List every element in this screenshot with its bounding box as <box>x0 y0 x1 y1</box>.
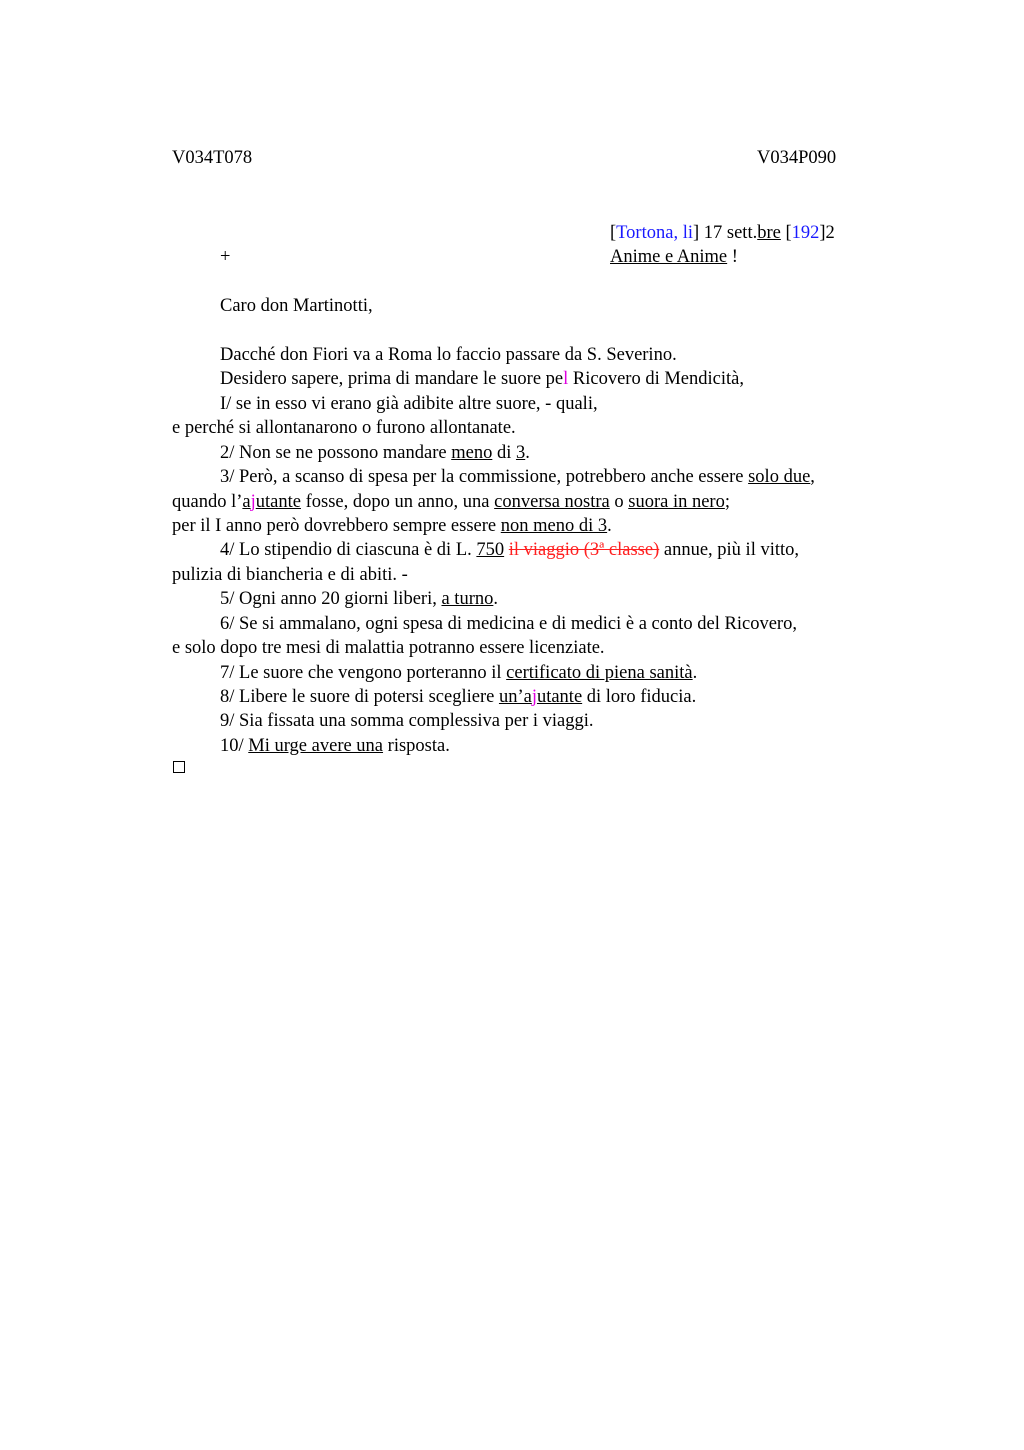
underlined-text: 750 <box>476 540 505 560</box>
motto-bang: ! <box>727 247 738 267</box>
item-text: di <box>492 443 516 463</box>
item-1-cont: e perché si allontanarono o furono allontanate. <box>172 418 516 438</box>
editorial-insert: l <box>563 369 569 389</box>
doc-code-right: V034P090 <box>757 148 837 168</box>
item-8 <box>220 685 696 709</box>
item-text: 4/ Lo stipendio di ciascuna è di L. <box>220 540 477 560</box>
item-text: . <box>607 516 612 536</box>
item-text: ; <box>724 492 730 512</box>
underlined-text: 3 <box>515 443 526 463</box>
intro-text: Desidero sapere, prima di mandare le suore pe <box>220 369 564 389</box>
item-text: . <box>525 443 530 463</box>
item-text: , <box>810 467 815 487</box>
item-9: 9/ Sia fissata una somma complessiva per i viaggi. <box>220 711 594 731</box>
item-3-cont <box>172 514 612 538</box>
item-7 <box>220 661 697 685</box>
item-text: 5/ Ogni anno 20 giorni liberi, <box>220 589 442 609</box>
item-text: quando l’ <box>172 492 243 512</box>
underlined-text: solo due <box>748 467 811 487</box>
underlined-text: certificato di piena sanità <box>506 663 693 683</box>
salutation: Caro don Martinotti, <box>220 296 373 316</box>
motto <box>610 245 738 269</box>
item-3-cont <box>172 490 730 514</box>
item-text: per il I anno però dovrebbero sempre essere <box>172 516 501 536</box>
dateline-bracket: [ <box>610 223 617 243</box>
item-text: 2/ Non se ne possono mandare <box>220 443 452 463</box>
item-text: o <box>609 492 629 512</box>
item-text: . <box>692 663 698 683</box>
underlined-text: Mi urge avere una <box>248 736 384 756</box>
item-text: risposta. <box>383 736 450 756</box>
struck-text: il viaggio (3ª classe) <box>508 540 660 560</box>
item-text: 8/ Libere le suore di potersi scegliere <box>220 687 499 707</box>
dateline <box>610 221 835 245</box>
intro-text: Ricovero di Mendicità, <box>568 369 744 389</box>
item-4 <box>220 538 799 562</box>
underlined-text: conversa nostra <box>494 492 610 512</box>
cross-symbol: + <box>220 247 231 267</box>
dateline-bracket: [ <box>780 223 792 243</box>
item-text: 10/ <box>220 736 249 756</box>
underlined-text: a turno <box>441 589 494 609</box>
item-10 <box>220 734 450 758</box>
dateline-day: ] 17 sett. <box>692 223 758 243</box>
dateline-place: Tortona, li <box>616 223 693 243</box>
item-text: annue, più il vitto, <box>659 540 800 560</box>
underlined-text <box>242 492 301 512</box>
intro-line: Dacché don Fiori va a Roma lo faccio passare da S. Severino. <box>220 345 677 365</box>
item-text: di loro fiducia. <box>582 687 697 707</box>
item-6: 6/ Se si ammalano, ogni spesa di medicina e di medici è a conto del Ricovero, <box>220 614 797 634</box>
item-6-cont: e solo dopo tre mesi di malattia potranno essere licenziate. <box>172 638 605 658</box>
underlined-part: un’a <box>498 687 532 707</box>
end-box-icon <box>173 761 185 773</box>
item-3 <box>220 465 815 489</box>
item-text: fosse, dopo un anno, una <box>300 492 495 512</box>
dateline-year-end: ]2 <box>819 223 835 243</box>
editorial-insert: j <box>531 687 537 707</box>
item-text: . <box>493 589 498 609</box>
underlined-text <box>499 687 582 707</box>
dateline-month: bre <box>757 223 781 243</box>
item-text: 3/ Però, a scanso di spesa per la commissione, potrebbero anche essere <box>220 467 749 487</box>
intro-line <box>220 367 744 391</box>
underlined-text: suora in nero <box>628 492 725 512</box>
item-text: 7/ Le suore che vengono porteranno il <box>220 663 507 683</box>
item-4-cont: pulizia di biancheria e di abiti. - <box>172 565 408 585</box>
dateline-year: 192 <box>791 223 820 243</box>
editorial-insert: j <box>250 492 256 512</box>
underlined-text: meno <box>451 443 493 463</box>
doc-code-left: V034T078 <box>172 148 253 168</box>
item-2 <box>220 441 530 465</box>
item-1: I/ se in esso vi erano già adibite altre suore, - quali, <box>220 394 598 414</box>
item-5 <box>220 587 498 611</box>
underlined-part: a <box>242 492 251 512</box>
underlined-text: non meno di 3 <box>500 516 608 536</box>
motto-text: Anime e Anime <box>610 247 728 267</box>
underlined-part: utante <box>255 492 301 512</box>
underlined-part: utante <box>536 687 583 707</box>
